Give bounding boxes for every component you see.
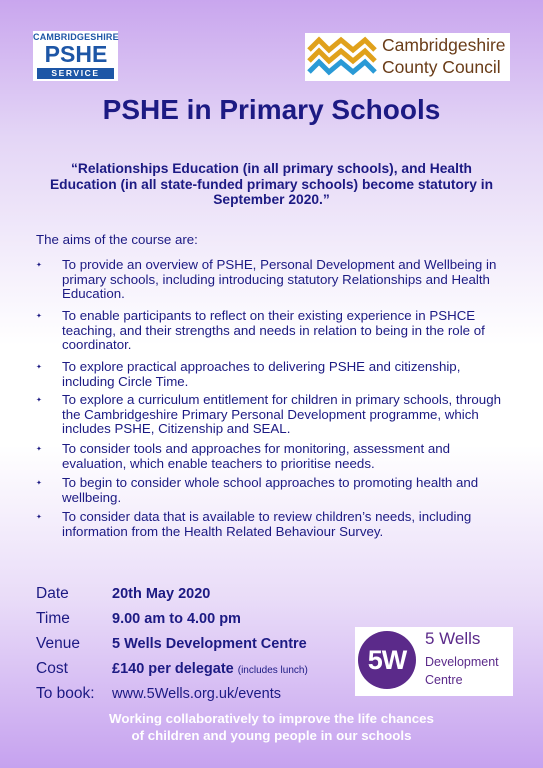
- cost-amount: £140 per delegate: [112, 661, 234, 677]
- pshe-service-logo: [33, 31, 118, 81]
- aim-text: To begin to consider whole school approaches to promoting health and wellbeing.: [62, 475, 479, 505]
- aim-list-item: [36, 442, 511, 471]
- time-label: Time: [36, 610, 70, 627]
- five-wells-line2: Development: [425, 655, 499, 669]
- aim-text: To explore a curriculum entitlement for children in primary schools, through the Cambridgeshire Primary Personal Development programme, which includes PSHE, Citizenship and SEAL.: [62, 392, 501, 436]
- date-value: 20th May 2020: [112, 586, 211, 602]
- five-wells-mark-icon: 5W: [358, 631, 416, 689]
- footer-line2: of children and young people in our schools: [131, 727, 412, 743]
- bullet-icon: ✦: [36, 514, 42, 521]
- aims-intro: The aims of the course are:: [36, 232, 198, 247]
- footer-tagline: [0, 711, 543, 744]
- aim-list-item: [36, 258, 511, 302]
- council-name-line1: Cambridgeshire: [382, 35, 506, 55]
- aim-text: To provide an overview of PSHE, Personal Development and Wellbeing in primary schools, including introducing statutory Relationships and Health Education.: [62, 257, 497, 301]
- aim-list-item: [36, 360, 511, 389]
- pshe-logo-bar: SERVICE: [37, 68, 114, 79]
- venue-label: Venue: [36, 635, 80, 652]
- footer-line1: Working collaboratively to improve the life chances: [109, 711, 434, 726]
- five-wells-logo: [355, 627, 513, 696]
- aim-list-item: [36, 510, 511, 539]
- aim-text: To consider tools and approaches for monitoring, assessment and evaluation, which enable teachers to prioritise needs.: [62, 441, 451, 471]
- cost-note: (includes lunch): [237, 665, 308, 676]
- page-title: PSHE in Primary Schools: [102, 94, 441, 125]
- booking-link[interactable]: www.5Wells.org.uk/events: [112, 686, 281, 702]
- five-wells-line3: Centre: [425, 673, 463, 687]
- statutory-quote: “Relationships Education (in all primary schools), and Health Education (in all state-funded primary schools) become statutory in September 2020.”: [49, 161, 494, 207]
- date-label: Date: [36, 585, 69, 602]
- cost-value: [112, 661, 308, 677]
- pshe-logo-main: PSHE: [44, 41, 108, 67]
- bullet-icon: ✦: [36, 262, 42, 269]
- bullet-icon: ✦: [36, 446, 42, 453]
- aim-text: To enable participants to reflect on their existing experience in PSHCE teaching, and their strengths and needs in relation to being in the role of coordinator.: [62, 308, 485, 352]
- council-name-line2: County Council: [382, 57, 501, 77]
- bullet-icon: ✦: [36, 397, 42, 404]
- booking-label: To book:: [36, 685, 95, 702]
- aim-list-item: [36, 309, 511, 353]
- aim-list-item: [36, 393, 511, 437]
- five-wells-name: 5 Wells: [425, 629, 481, 648]
- council-emblem-icon: [307, 36, 377, 78]
- time-value: 9.00 am to 4.00 pm: [112, 611, 241, 627]
- bullet-icon: ✦: [36, 313, 42, 320]
- bullet-icon: ✦: [36, 364, 42, 371]
- pshe-logo-top: CAMBRIDGESHIRE: [33, 32, 119, 42]
- aim-text: To consider data that is available to review children’s needs, including information from the Health Related Behaviour Survey.: [62, 509, 472, 539]
- aim-list-item: [36, 476, 511, 505]
- aim-text: To explore practical approaches to delivering PSHE and citizenship, including Circle Time.: [62, 359, 461, 389]
- bullet-icon: ✦: [36, 480, 42, 487]
- county-council-logo: [305, 33, 510, 81]
- venue-value: 5 Wells Development Centre: [112, 636, 307, 652]
- cost-label: Cost: [36, 660, 68, 677]
